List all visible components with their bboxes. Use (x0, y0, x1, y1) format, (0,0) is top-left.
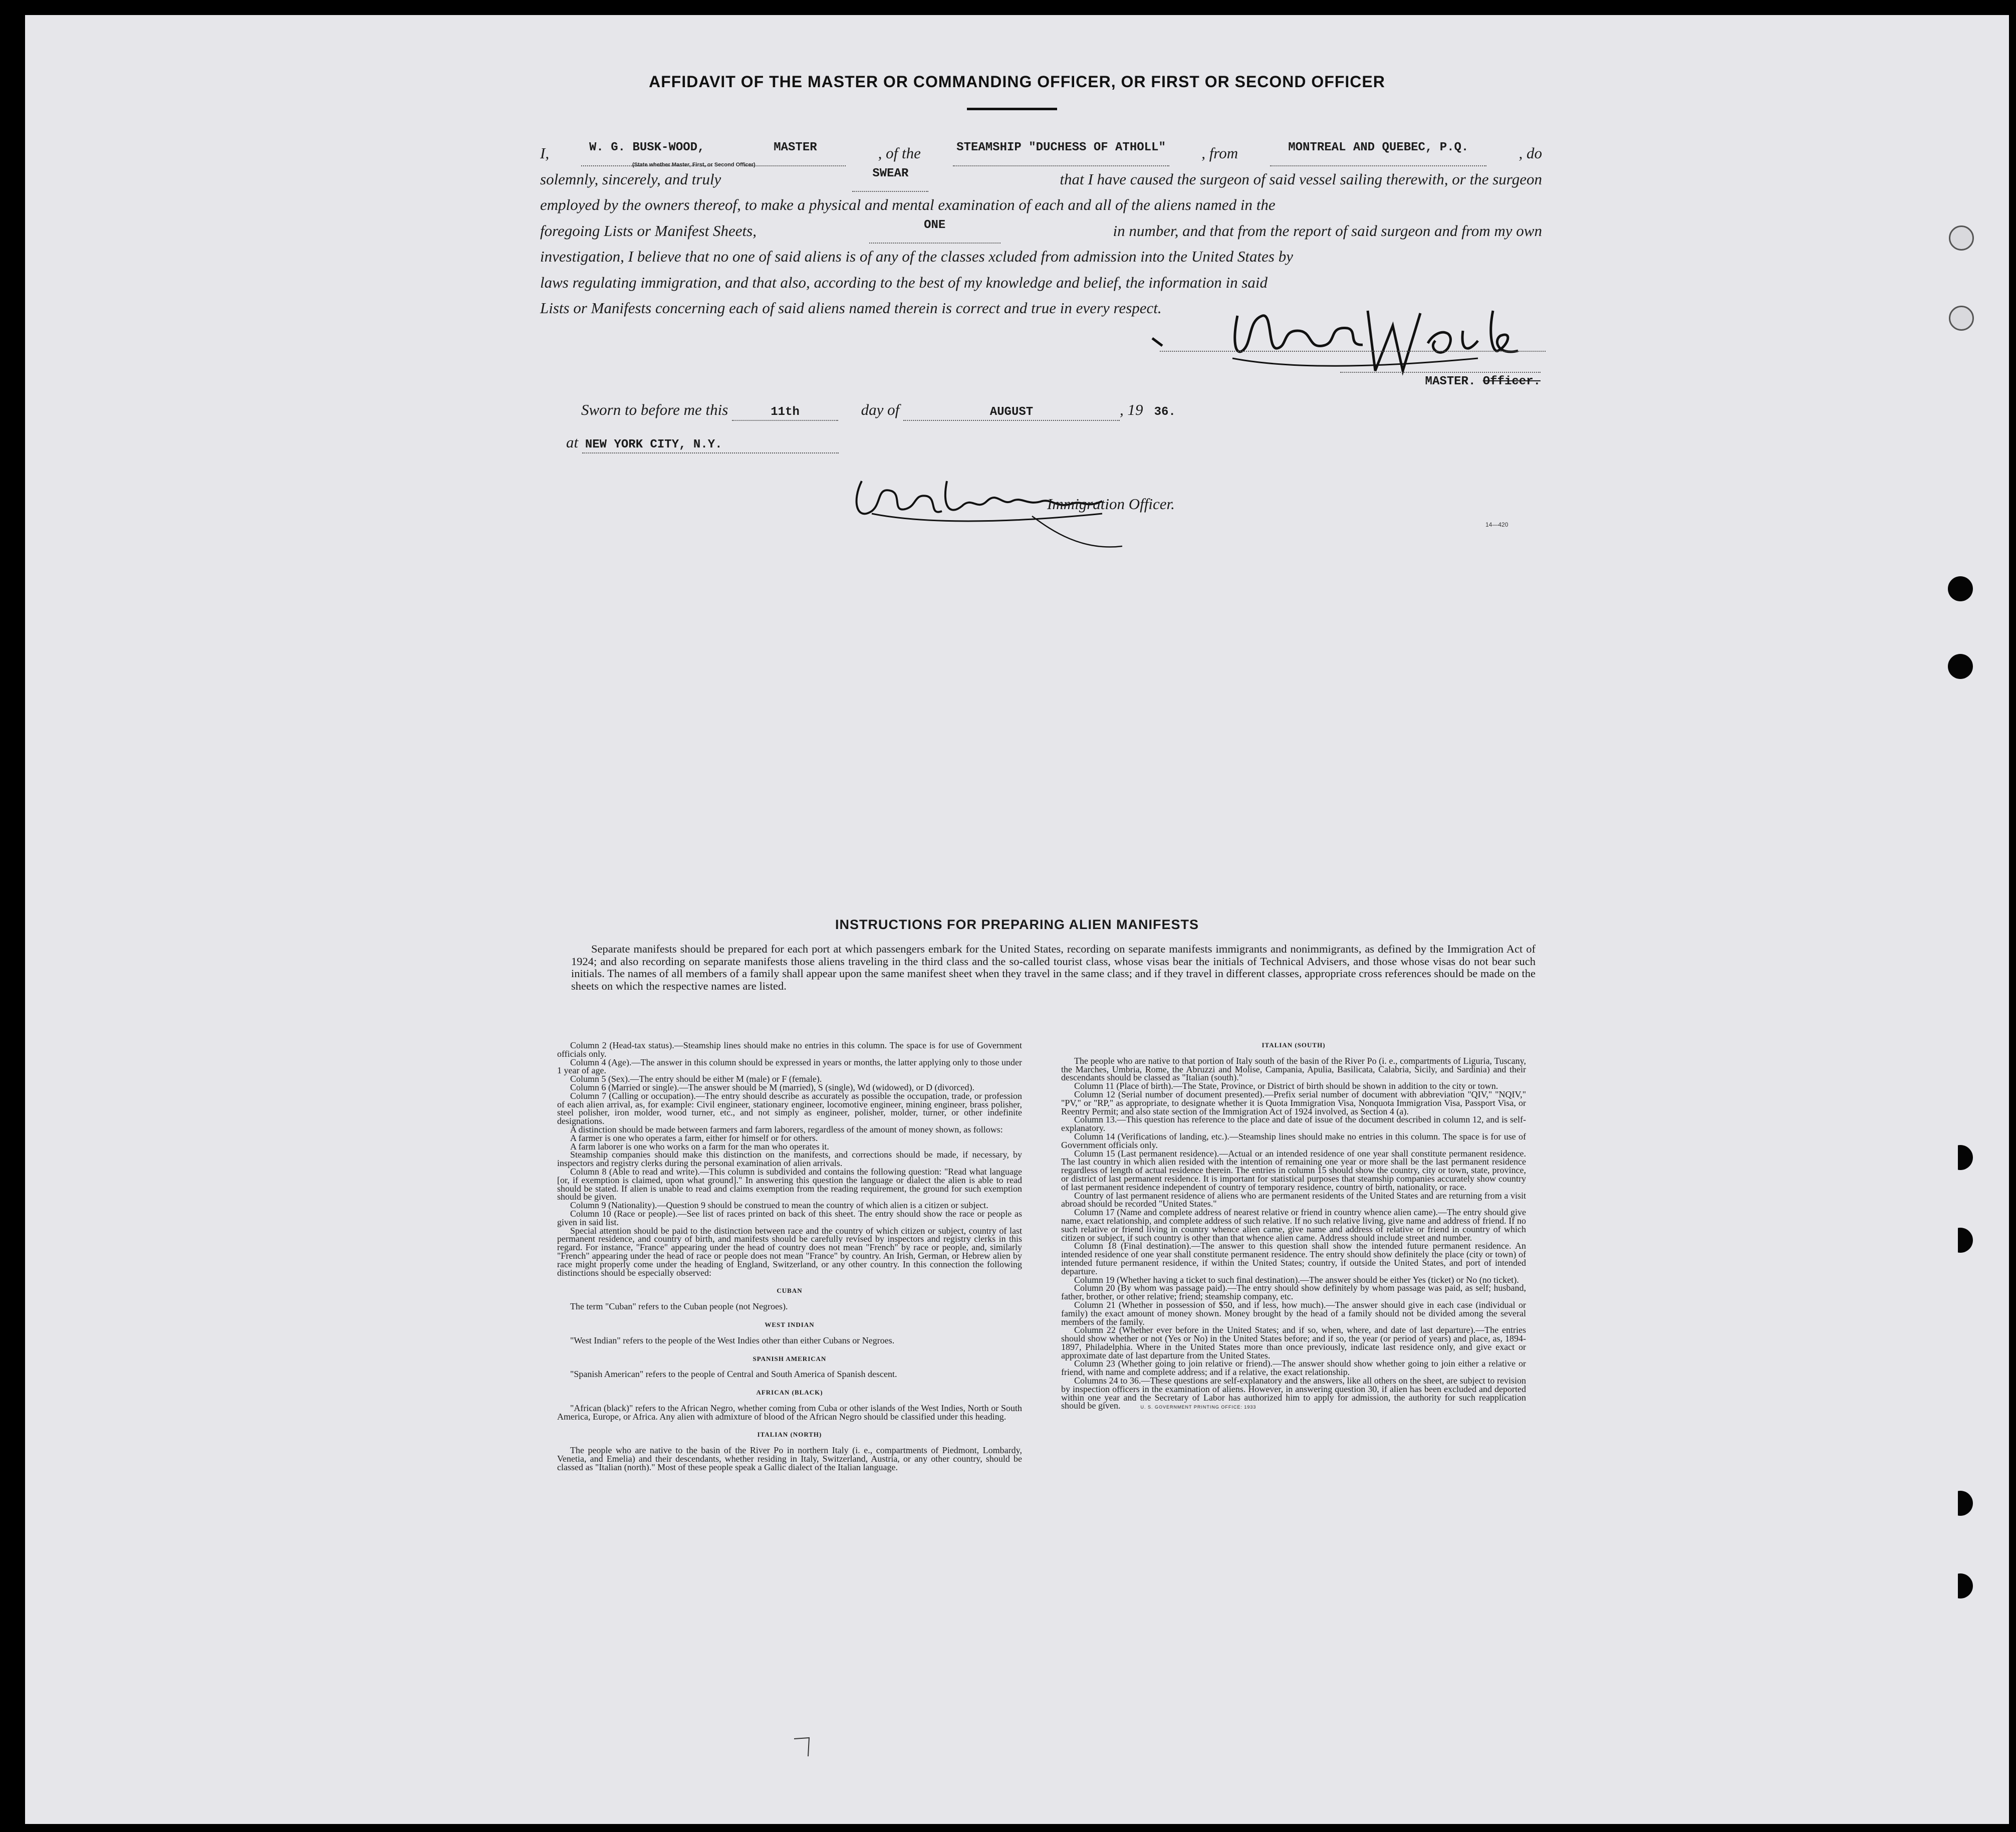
sworn-line (581, 401, 1183, 421)
master-signature (1147, 296, 1548, 381)
affidavit-line-5: investigation, I believe that no one of said aliens is of any of the classes xcluded from admission into the United States by (540, 248, 1293, 265)
instruction-paragraph: The people who are native to that portion of Italy south of the basin of the River Po (i. e., compartments of Liguria, Tuscany, the Marches, Umbria, Rome, the Abruzzi and Molise, Campania, Apulia, Basilicata, Calabria, Sicily, and Sardinia) and their descendants should be classed as "Italian (south)." (1061, 1055, 1526, 1083)
from-label: , from (1201, 144, 1238, 162)
at-label: at (566, 433, 579, 451)
printing-office-imprint: U. S. GOVERNMENT PRINTING OFFICE: 1933 (1140, 1405, 1256, 1410)
section-heading: CUBAN (777, 1287, 803, 1295)
instruction-paragraph: Column 11 (Place of birth).—The State, Province, or District of birth should be shown in addition to the city or town. (1074, 1081, 1498, 1091)
port-field: MONTREAL AND QUEBEC, P.Q. (1270, 140, 1486, 166)
place-field: NEW YORK CITY, N.Y. (582, 437, 839, 453)
master-name: W. G. BUSK-WOOD, (581, 140, 712, 166)
instruction-paragraph: Column 23 (Whether going to join relative or friend).—The answer should show whether going to join either a relative or friend, with name and complete address; and if a relative, the exact relationship. (1061, 1358, 1526, 1378)
year-prefix: , 19 (1119, 401, 1143, 418)
instruction-paragraph: Column 19 (Whether having a ticket to such final destination).—The answer should be either Yes (ticket) or No (no ticket). (1074, 1274, 1519, 1285)
affidavit-line-3: employed by the owners thereof, to make a physical and mental examination of each and all of the aliens named in the (540, 196, 1276, 213)
instruction-paragraph: Column 12 (Serial number of document presented).—Prefix serial number of document with abbreviation "QIV," "NQIV," "PV," or "RP," as appropriate, to designate whether it is Quota Immigration Visa, Nonquota Immigration Visa, Passport Visa, or Reentry Permit; and also state section of the Immigration Act of 1924 involved, as Section 4 (a). (1061, 1089, 1526, 1116)
binder-hole (1948, 1145, 1973, 1170)
instruction-paragraph: Column 15 (Last permanent residence).—Actual or an intended residence of one year shall constitute permanent residence. The last country in which alien resided with the intention of remaining one year or more shall be the last permanent residence regardless of length of actual residence therein. The entries in column 15 should show the country, city or town, state, province, or district of last permanent residence. It is important for statistical purposes that steamship companies accurately show country of last permanent residence independent of country of temporary residence, country of birth, nationality, or race. (1061, 1148, 1526, 1192)
section-heading: ITALIAN (NORTH) (757, 1431, 822, 1439)
count-field: ONE (869, 218, 1000, 244)
instruction-paragraph: Column 10 (Race or people).—See list of races printed on back of this sheet. The entry should show the race or people as given in said list. (557, 1208, 1022, 1227)
corner-mark (794, 1734, 824, 1764)
i-prefix: I, (540, 144, 550, 162)
instruction-paragraph: Column 9 (Nationality).—Question 9 should be construed to mean the country of which alien is a citizen or subject. (570, 1200, 988, 1211)
binder-hole (1948, 654, 1973, 679)
instruction-paragraph: A distinction should be made between farmers and farm laborers, regardless of the amount of money shown, as follows: (570, 1124, 1003, 1134)
month-field: AUGUST (903, 405, 1120, 421)
affidavit-line-6: laws regulating immigration, and that also, according to the best of my knowledge and belief, the information in said (540, 273, 1268, 291)
binder-hole (1949, 306, 1974, 331)
section-heading: SPANISH AMERICAN (752, 1354, 827, 1362)
section-heading: AFRICAN (BLACK) (756, 1389, 823, 1397)
binder-hole (1949, 225, 1974, 251)
day-of-label: day of (861, 401, 900, 418)
instruction-paragraph: Column 22 (Whether ever before in the United States; and if so, when, where, and date of last departure).—The entries should show whether or not (Yes or No) in the United States before; and if so, the year (or period of years) and place, as, 1894-1897, Philadelphia. Where in the United States more than once previously, indicate last residence only, and give exact or approximate date of last departure from the United States. (1061, 1325, 1526, 1360)
instructions-intro: Separate manifests should be prepared for each port at which passengers embark for the United States, recording on separate manifests immigrants and nonimmigrants, as defined by the Immigration Act of 1924; and also recording on separate manifests those aliens traveling in the third class and the so-called tourist class, whose visas bear the initials of Technical Advisers, and those whose visas do not bear such initials. The names of all members of a family shall appear upon the same manifest sheet when they travel in the same class; and if they travel in different classes, appropriate cross references should be made on the sheets on which the respective names are listed. (571, 943, 1536, 992)
form-number: 14—420 (1485, 521, 1508, 528)
title-rule (967, 108, 1057, 110)
binder-hole (1948, 1573, 1973, 1598)
section-heading: ITALIAN (SOUTH) (1262, 1041, 1326, 1049)
officer-label: Immigration Officer. (1047, 495, 1175, 513)
instruction-paragraph: The term "Cuban" refers to the Cuban people (not Negroes). (570, 1301, 788, 1312)
place-line (566, 433, 839, 453)
do-label: , do (1519, 144, 1542, 162)
document-page (25, 15, 2009, 1824)
line2-b: that I have caused the surgeon of said vessel sailing therewith, or the surgeon (1060, 170, 1542, 188)
instruction-paragraph: Column 21 (Whether in possession of $50, and if less, how much).—The answer should give in each case (individual or family) the exact amount of money shown. Money brought by the head of a family should not be divided among the several members of the family. (1061, 1299, 1526, 1327)
instruction-paragraph: Column 18 (Final destination).—The answer to this question shall show the intended future permanent residence. An intended residence of one year shall constitute permanent residence. The entry should show definitely the place (city or town) of intended future permanent residence, if within the United States; country, if outside the United States, and port of intended departure. (1061, 1241, 1526, 1276)
line4-b: in number, and that from the report of said surgeon and from my own (1113, 221, 1542, 240)
affidavit-title: AFFIDAVIT OF THE MASTER OR COMMANDING OFFICER, OR FIRST OR SECOND OFFICER (649, 73, 1385, 91)
instruction-paragraph: Steamship companies should make this distinction on the manifests, and corrections should be made, if necessary, by inspectors and registry clerks during the personal examination of alien arrivals. (557, 1150, 1022, 1169)
day-field: 11th (732, 405, 838, 421)
instruction-paragraph: Column 6 (Married or single).—The answer should be M (married), S (single), Wd (widowed), or D (divorced). (570, 1082, 974, 1092)
affidavit-line-2 (540, 166, 1542, 192)
instruction-paragraph: Column 14 (Verifications of landing, etc.).—Steamship lines should make no entries in this column. The space is for use of Government officials only. (1061, 1131, 1526, 1150)
master-title (1340, 372, 1541, 388)
instructions-right-column (1061, 1041, 1526, 1412)
instruction-paragraph: "African (black)" refers to the African Negro, whether coming from Cuba or other islands of the West Indies, North or South America, Europe, or Africa. Any alien with admixture of blood of the African Negro should be classified under this heading. (557, 1403, 1022, 1422)
oath-field: SWEAR (852, 166, 928, 192)
instruction-paragraph: A farmer is one who operates a farm, either for himself or for others. (570, 1132, 818, 1143)
instruction-paragraph: Column 4 (Age).—The answer in this column should be expressed in years or months, the latter applying only to those under 1 year of age. (557, 1057, 1022, 1076)
of-the-label: , of the (878, 144, 921, 162)
instruction-paragraph: "West Indian" refers to the people of the West Indies other than either Cubans or Negroes. (570, 1335, 895, 1345)
vessel-field: STEAMSHIP "DUCHESS OF ATHOLL" (953, 140, 1169, 166)
instruction-paragraph: "Spanish American" refers to the people of Central and South America of Spanish descent. (570, 1369, 897, 1380)
master-signature-line (1160, 351, 1546, 352)
section-heading: WEST INDIAN (765, 1320, 815, 1328)
master-title-text: MASTER. (1425, 375, 1476, 388)
line2-a: solemnly, sincerely, and truly (540, 170, 721, 188)
instruction-paragraph (1061, 1377, 1526, 1412)
columns-24-36-text: Columns 24 to 36.—These questions are self-explanatory and the answers, like all others on the sheet, are subject to revision by inspection officers in the examination of aliens. However, in answering question 30, if alien has been excluded and deported within one year and the Secretary of Labor has authorized him to apply for admission, the authority for such reapplication should be given. (1061, 1376, 1526, 1411)
rank-field: MASTER (744, 140, 846, 166)
instruction-paragraph: Column 5 (Sex).—The entry should be either M (male) or F (female). (570, 1074, 822, 1084)
line4-a: foregoing Lists or Manifest Sheets, (540, 221, 757, 240)
instructions-left-column (557, 1041, 1022, 1472)
instruction-paragraph: The people who are native to the basin of the River Po in northern Italy (i. e., compartments of Piedmont, Lombardy, Venetia, and Emelia) and their descendants, whether residing in Italy, Switzerland, Austria, or any other country, should be classed as "Italian (north)." Most of these people speak a Gallic dialect of the Italian language. (557, 1445, 1022, 1472)
instruction-paragraph: Special attention should be paid to the distinction between race and the country of which citizen or subject, country of last permanent residence, and country of birth, and manifests should be carefully revised by inspectors and registry clerks in this regard. For instance, "France" appearing under the head of country does not mean "French" by race or people, and, similarly "French" appearing under the head of race or people does not mean "France" by country. An Irish, German, or Hebrew alien by race might properly come under the heading of England, Switzerland, or any other country. In this connection the following distinctions should be especially observed: (557, 1225, 1022, 1278)
binder-hole (1948, 1228, 1973, 1253)
binder-hole (1948, 576, 1973, 601)
instructions-title: INSTRUCTIONS FOR PREPARING ALIEN MANIFESTS (835, 917, 1199, 932)
instruction-paragraph: A farm laborer is one who works on a farm for the man who operates it. (570, 1141, 829, 1152)
rank-note: (State whether Master, First, or Second Officer) (632, 162, 755, 168)
instruction-paragraph: Column 13.—This question has reference to the place and date of issue of the document described in column 12, and is self-explanatory. (1061, 1114, 1526, 1133)
binder-hole (1948, 1491, 1973, 1516)
affidavit-line-4 (540, 218, 1542, 244)
officer-struck: Officer. (1482, 375, 1541, 388)
instruction-paragraph: Column 2 (Head-tax status).—Steamship lines should make no entries in this column. The space is for use of Government officials only. (557, 1040, 1022, 1059)
instruction-paragraph: Country of last permanent residence of aliens who are permanent residents of the United States and are returning from a visit abroad should be recorded "United States." (1061, 1190, 1526, 1209)
instruction-paragraph: Column 8 (Able to read and write).—This column is subdivided and contains the following question: "Read what language [or, if exemption is claimed, upon what ground]." In answering this question the language or dialect the alien is able to read should be stated. If alien is unable to read and claims exemption from the reading requirement, the ground for such exemption should be given. (557, 1166, 1022, 1202)
year-field: 36. (1154, 405, 1176, 419)
instruction-paragraph: Column 20 (By whom was passage paid).—The entry should show definitely by whom passage was paid, as self; husband, father, brother, or other relative; friend; steamship company, etc. (1061, 1283, 1526, 1302)
instruction-paragraph: Column 17 (Name and complete address of nearest relative or friend in country whence alien came).—The entry should give name, exact relationship, and complete address of such relative. If no such relative living, give name and address of friend. If no such relative or friend living in country whence alien came, give name and address of relative or friend in country of which citizen or subject, if such country is other than that whence alien came. Address should include street and number. (1061, 1207, 1526, 1243)
affidavit-line-7: Lists or Manifests concerning each of said aliens named therein is correct and true in every respect. (540, 299, 1162, 317)
sworn-prefix: Sworn to before me this (581, 401, 728, 418)
instruction-paragraph: Column 7 (Calling or occupation).—The entry should describe as accurately as possible the occupation, trade, or profession of each alien arrival, as, for example: Civil engineer, stationary engineer, locomotive engineer, mining engineer, brass polisher, steel polisher, iron molder, wood turner, etc., and not simply as engineer, polisher, molder, turner, or other indefinite designations. (557, 1090, 1022, 1126)
